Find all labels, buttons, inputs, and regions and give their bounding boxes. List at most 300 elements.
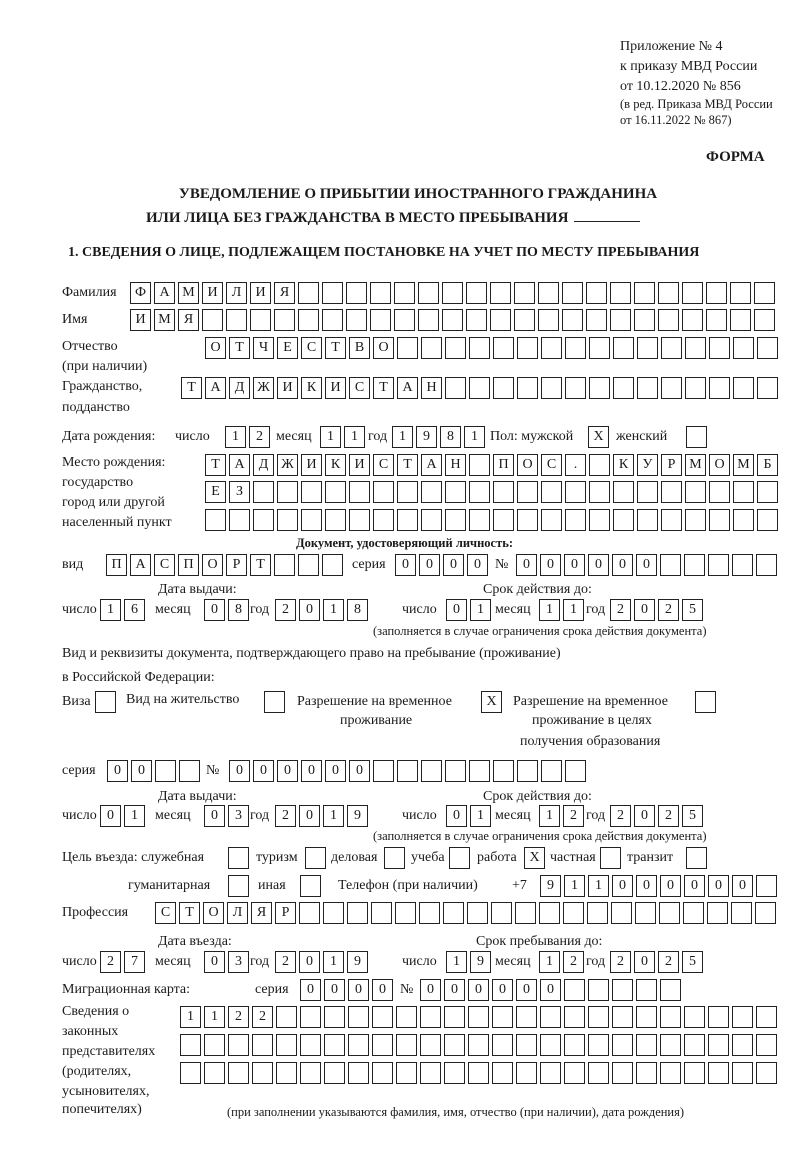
char-cell[interactable] <box>349 509 370 531</box>
char-cell[interactable]: 2 <box>249 426 270 448</box>
char-cell[interactable] <box>253 481 274 503</box>
char-cell[interactable] <box>252 1062 273 1084</box>
char-cell[interactable] <box>397 760 418 782</box>
char-cell[interactable] <box>396 1006 417 1028</box>
char-cell[interactable] <box>443 902 464 924</box>
char-cell[interactable]: С <box>373 454 394 476</box>
char-cell[interactable] <box>660 1006 681 1028</box>
char-cell[interactable] <box>516 1006 537 1028</box>
char-cell[interactable] <box>346 282 367 304</box>
char-cell[interactable]: М <box>685 454 706 476</box>
char-cell[interactable] <box>685 481 706 503</box>
char-cell[interactable]: В <box>349 337 370 359</box>
char-cell[interactable]: 0 <box>253 760 274 782</box>
char-cell[interactable] <box>636 1062 657 1084</box>
char-cell[interactable]: 1 <box>323 805 344 827</box>
char-cell[interactable] <box>300 1062 321 1084</box>
char-cell[interactable] <box>589 509 610 531</box>
char-cell[interactable]: Т <box>325 337 346 359</box>
char-cell[interactable]: 9 <box>416 426 437 448</box>
char-cell[interactable]: Е <box>277 337 298 359</box>
char-cell[interactable]: 0 <box>229 760 250 782</box>
char-cell[interactable]: А <box>205 377 226 399</box>
char-cell[interactable] <box>564 1062 585 1084</box>
char-cell[interactable] <box>612 1034 633 1056</box>
checkbox[interactable] <box>686 847 707 869</box>
char-cell[interactable] <box>396 1034 417 1056</box>
char-cell[interactable] <box>469 481 490 503</box>
char-cell[interactable]: 2 <box>658 599 679 621</box>
char-cell[interactable] <box>348 1006 369 1028</box>
char-cell[interactable]: А <box>229 454 250 476</box>
char-cell[interactable]: С <box>301 337 322 359</box>
char-cell[interactable]: О <box>205 337 226 359</box>
char-cell[interactable] <box>469 509 490 531</box>
char-cell[interactable] <box>274 309 295 331</box>
char-cell[interactable] <box>442 309 463 331</box>
char-cell[interactable]: О <box>709 454 730 476</box>
char-cell[interactable] <box>421 760 442 782</box>
char-cell[interactable] <box>660 1062 681 1084</box>
char-cell[interactable] <box>706 309 727 331</box>
char-cell[interactable] <box>541 481 562 503</box>
char-cell[interactable]: М <box>178 282 199 304</box>
char-cell[interactable] <box>538 309 559 331</box>
char-cell[interactable] <box>541 377 562 399</box>
char-cell[interactable] <box>322 282 343 304</box>
char-cell[interactable]: 0 <box>540 554 561 576</box>
char-cell[interactable]: 0 <box>420 979 441 1001</box>
char-cell[interactable] <box>348 1062 369 1084</box>
char-cell[interactable] <box>322 554 343 576</box>
char-cell[interactable] <box>755 902 776 924</box>
char-cell[interactable]: М <box>733 454 754 476</box>
char-cell[interactable] <box>298 309 319 331</box>
checkbox[interactable] <box>384 847 405 869</box>
char-cell[interactable] <box>637 337 658 359</box>
char-cell[interactable]: 2 <box>610 599 631 621</box>
char-cell[interactable]: И <box>277 377 298 399</box>
char-cell[interactable] <box>468 1034 489 1056</box>
char-cell[interactable] <box>323 902 344 924</box>
char-cell[interactable] <box>276 1034 297 1056</box>
char-cell[interactable] <box>347 902 368 924</box>
char-cell[interactable] <box>613 509 634 531</box>
char-cell[interactable]: 0 <box>204 599 225 621</box>
char-cell[interactable] <box>661 481 682 503</box>
char-cell[interactable] <box>732 554 753 576</box>
char-cell[interactable] <box>661 337 682 359</box>
char-cell[interactable] <box>635 902 656 924</box>
char-cell[interactable] <box>324 1062 345 1084</box>
char-cell[interactable]: 7 <box>124 951 145 973</box>
char-cell[interactable] <box>709 481 730 503</box>
char-cell[interactable]: П <box>106 554 127 576</box>
char-cell[interactable] <box>658 309 679 331</box>
char-cell[interactable] <box>586 309 607 331</box>
char-cell[interactable]: 9 <box>540 875 561 897</box>
char-cell[interactable]: 0 <box>395 554 416 576</box>
char-cell[interactable] <box>372 1062 393 1084</box>
char-cell[interactable] <box>706 282 727 304</box>
char-cell[interactable]: 1 <box>464 426 485 448</box>
char-cell[interactable] <box>298 554 319 576</box>
char-cell[interactable]: О <box>373 337 394 359</box>
char-cell[interactable]: 2 <box>275 805 296 827</box>
char-cell[interactable] <box>517 509 538 531</box>
char-cell[interactable] <box>563 902 584 924</box>
char-cell[interactable]: 2 <box>658 805 679 827</box>
char-cell[interactable] <box>517 377 538 399</box>
char-cell[interactable]: 1 <box>204 1006 225 1028</box>
char-cell[interactable] <box>685 509 706 531</box>
char-cell[interactable]: Б <box>757 454 778 476</box>
char-cell[interactable]: Ч <box>253 337 274 359</box>
char-cell[interactable] <box>371 902 392 924</box>
char-cell[interactable] <box>636 1006 657 1028</box>
char-cell[interactable] <box>421 481 442 503</box>
char-cell[interactable] <box>469 454 490 476</box>
char-cell[interactable] <box>155 760 176 782</box>
char-cell[interactable] <box>444 1006 465 1028</box>
char-cell[interactable] <box>301 509 322 531</box>
char-cell[interactable]: 1 <box>320 426 341 448</box>
char-cell[interactable] <box>346 309 367 331</box>
char-cell[interactable] <box>515 902 536 924</box>
char-cell[interactable]: И <box>202 282 223 304</box>
char-cell[interactable]: Ж <box>253 377 274 399</box>
char-cell[interactable] <box>324 1006 345 1028</box>
char-cell[interactable] <box>730 309 751 331</box>
char-cell[interactable]: 0 <box>300 979 321 1001</box>
char-cell[interactable] <box>420 1034 441 1056</box>
char-cell[interactable]: 1 <box>563 599 584 621</box>
char-cell[interactable] <box>562 309 583 331</box>
char-cell[interactable] <box>325 481 346 503</box>
char-cell[interactable] <box>683 902 704 924</box>
char-cell[interactable] <box>204 1034 225 1056</box>
char-cell[interactable] <box>564 1006 585 1028</box>
char-cell[interactable] <box>444 1062 465 1084</box>
char-cell[interactable]: Н <box>445 454 466 476</box>
char-cell[interactable]: 1 <box>470 805 491 827</box>
checkbox[interactable] <box>264 691 285 713</box>
char-cell[interactable] <box>514 309 535 331</box>
char-cell[interactable] <box>445 337 466 359</box>
char-cell[interactable] <box>754 309 775 331</box>
char-cell[interactable]: 2 <box>563 805 584 827</box>
char-cell[interactable] <box>637 377 658 399</box>
char-cell[interactable]: 1 <box>323 951 344 973</box>
char-cell[interactable] <box>685 337 706 359</box>
char-cell[interactable] <box>395 902 416 924</box>
char-cell[interactable] <box>565 481 586 503</box>
char-cell[interactable] <box>493 509 514 531</box>
char-cell[interactable] <box>514 282 535 304</box>
char-cell[interactable]: 9 <box>347 951 368 973</box>
char-cell[interactable]: М <box>154 309 175 331</box>
char-cell[interactable]: 6 <box>124 599 145 621</box>
char-cell[interactable]: Р <box>275 902 296 924</box>
char-cell[interactable] <box>586 282 607 304</box>
char-cell[interactable] <box>684 1034 705 1056</box>
char-cell[interactable] <box>397 337 418 359</box>
char-cell[interactable] <box>685 377 706 399</box>
char-cell[interactable]: 0 <box>325 760 346 782</box>
char-cell[interactable]: 1 <box>225 426 246 448</box>
char-cell[interactable]: 2 <box>228 1006 249 1028</box>
char-cell[interactable] <box>588 1006 609 1028</box>
char-cell[interactable]: 0 <box>612 875 633 897</box>
char-cell[interactable]: 1 <box>564 875 585 897</box>
char-cell[interactable] <box>517 760 538 782</box>
char-cell[interactable]: Ж <box>277 454 298 476</box>
char-cell[interactable] <box>589 337 610 359</box>
char-cell[interactable] <box>757 337 778 359</box>
char-cell[interactable]: А <box>130 554 151 576</box>
char-cell[interactable]: С <box>541 454 562 476</box>
char-cell[interactable]: 1 <box>470 599 491 621</box>
char-cell[interactable] <box>445 481 466 503</box>
checkbox[interactable]: X <box>588 426 609 448</box>
char-cell[interactable]: Т <box>373 377 394 399</box>
char-cell[interactable]: С <box>155 902 176 924</box>
char-cell[interactable] <box>228 1034 249 1056</box>
char-cell[interactable] <box>324 1034 345 1056</box>
char-cell[interactable]: 0 <box>634 599 655 621</box>
char-cell[interactable] <box>229 509 250 531</box>
char-cell[interactable] <box>634 309 655 331</box>
char-cell[interactable] <box>613 481 634 503</box>
char-cell[interactable]: 1 <box>539 805 560 827</box>
char-cell[interactable] <box>373 481 394 503</box>
char-cell[interactable]: 0 <box>588 554 609 576</box>
char-cell[interactable] <box>757 481 778 503</box>
char-cell[interactable]: 2 <box>275 951 296 973</box>
char-cell[interactable] <box>613 377 634 399</box>
char-cell[interactable]: З <box>229 481 250 503</box>
char-cell[interactable]: 0 <box>516 554 537 576</box>
char-cell[interactable]: А <box>421 454 442 476</box>
char-cell[interactable] <box>636 979 657 1001</box>
char-cell[interactable]: С <box>154 554 175 576</box>
char-cell[interactable] <box>659 902 680 924</box>
char-cell[interactable] <box>180 1034 201 1056</box>
char-cell[interactable]: Р <box>226 554 247 576</box>
char-cell[interactable]: 1 <box>539 599 560 621</box>
char-cell[interactable] <box>658 282 679 304</box>
char-cell[interactable] <box>204 1062 225 1084</box>
char-cell[interactable]: 0 <box>299 951 320 973</box>
char-cell[interactable] <box>492 1034 513 1056</box>
char-cell[interactable] <box>562 282 583 304</box>
char-cell[interactable]: 1 <box>344 426 365 448</box>
char-cell[interactable] <box>445 509 466 531</box>
char-cell[interactable] <box>373 509 394 531</box>
char-cell[interactable] <box>466 282 487 304</box>
char-cell[interactable] <box>754 282 775 304</box>
char-cell[interactable] <box>682 282 703 304</box>
checkbox[interactable] <box>228 847 249 869</box>
char-cell[interactable]: Т <box>181 377 202 399</box>
char-cell[interactable] <box>277 481 298 503</box>
char-cell[interactable] <box>610 309 631 331</box>
char-cell[interactable] <box>493 481 514 503</box>
char-cell[interactable]: 3 <box>228 805 249 827</box>
checkbox[interactable] <box>305 847 326 869</box>
char-cell[interactable] <box>466 309 487 331</box>
char-cell[interactable] <box>491 902 512 924</box>
char-cell[interactable] <box>733 337 754 359</box>
char-cell[interactable]: 1 <box>323 599 344 621</box>
char-cell[interactable]: 0 <box>612 554 633 576</box>
char-cell[interactable]: У <box>637 454 658 476</box>
char-cell[interactable]: 2 <box>658 951 679 973</box>
char-cell[interactable]: 0 <box>634 951 655 973</box>
char-cell[interactable]: Т <box>229 337 250 359</box>
char-cell[interactable]: И <box>301 454 322 476</box>
char-cell[interactable] <box>250 309 271 331</box>
char-cell[interactable]: Я <box>274 282 295 304</box>
char-cell[interactable] <box>490 309 511 331</box>
char-cell[interactable]: О <box>202 554 223 576</box>
char-cell[interactable] <box>709 337 730 359</box>
char-cell[interactable] <box>757 509 778 531</box>
char-cell[interactable] <box>420 1006 441 1028</box>
char-cell[interactable]: 5 <box>682 951 703 973</box>
char-cell[interactable]: 1 <box>588 875 609 897</box>
char-cell[interactable]: 2 <box>610 805 631 827</box>
char-cell[interactable]: 0 <box>277 760 298 782</box>
char-cell[interactable] <box>708 1034 729 1056</box>
char-cell[interactable] <box>421 509 442 531</box>
char-cell[interactable] <box>733 509 754 531</box>
char-cell[interactable] <box>708 1062 729 1084</box>
char-cell[interactable]: 2 <box>563 951 584 973</box>
char-cell[interactable]: К <box>325 454 346 476</box>
char-cell[interactable] <box>541 760 562 782</box>
char-cell[interactable] <box>756 1062 777 1084</box>
char-cell[interactable] <box>492 1006 513 1028</box>
char-cell[interactable]: С <box>349 377 370 399</box>
char-cell[interactable] <box>418 282 439 304</box>
char-cell[interactable]: 0 <box>634 805 655 827</box>
char-cell[interactable]: 0 <box>204 951 225 973</box>
char-cell[interactable] <box>612 1006 633 1028</box>
char-cell[interactable] <box>418 309 439 331</box>
char-cell[interactable] <box>493 337 514 359</box>
char-cell[interactable]: 0 <box>348 979 369 1001</box>
char-cell[interactable]: 0 <box>540 979 561 1001</box>
checkbox[interactable]: X <box>524 847 545 869</box>
char-cell[interactable] <box>661 377 682 399</box>
char-cell[interactable]: 0 <box>468 979 489 1001</box>
char-cell[interactable]: Ф <box>130 282 151 304</box>
char-cell[interactable] <box>276 1006 297 1028</box>
char-cell[interactable] <box>540 1006 561 1028</box>
char-cell[interactable] <box>660 554 681 576</box>
char-cell[interactable] <box>733 377 754 399</box>
char-cell[interactable]: 9 <box>347 805 368 827</box>
char-cell[interactable] <box>684 1062 705 1084</box>
char-cell[interactable] <box>637 509 658 531</box>
char-cell[interactable]: Т <box>397 454 418 476</box>
char-cell[interactable]: 0 <box>100 805 121 827</box>
char-cell[interactable] <box>469 760 490 782</box>
char-cell[interactable] <box>370 282 391 304</box>
char-cell[interactable] <box>707 902 728 924</box>
char-cell[interactable] <box>396 1062 417 1084</box>
char-cell[interactable] <box>298 282 319 304</box>
char-cell[interactable]: К <box>301 377 322 399</box>
char-cell[interactable]: 0 <box>660 875 681 897</box>
char-cell[interactable]: Л <box>227 902 248 924</box>
char-cell[interactable] <box>589 377 610 399</box>
char-cell[interactable] <box>228 1062 249 1084</box>
char-cell[interactable] <box>445 377 466 399</box>
char-cell[interactable]: 2 <box>275 599 296 621</box>
char-cell[interactable] <box>732 1034 753 1056</box>
char-cell[interactable] <box>756 1006 777 1028</box>
char-cell[interactable]: 2 <box>100 951 121 973</box>
char-cell[interactable]: 0 <box>419 554 440 576</box>
char-cell[interactable]: Р <box>661 454 682 476</box>
char-cell[interactable]: 0 <box>444 979 465 1001</box>
char-cell[interactable] <box>299 902 320 924</box>
char-cell[interactable]: 5 <box>682 805 703 827</box>
char-cell[interactable]: Т <box>205 454 226 476</box>
char-cell[interactable] <box>274 554 295 576</box>
char-cell[interactable] <box>541 509 562 531</box>
char-cell[interactable] <box>709 509 730 531</box>
char-cell[interactable] <box>589 454 610 476</box>
char-cell[interactable] <box>636 1034 657 1056</box>
char-cell[interactable]: 0 <box>732 875 753 897</box>
char-cell[interactable]: О <box>517 454 538 476</box>
char-cell[interactable] <box>252 1034 273 1056</box>
char-cell[interactable]: А <box>397 377 418 399</box>
char-cell[interactable] <box>300 1034 321 1056</box>
char-cell[interactable]: П <box>493 454 514 476</box>
char-cell[interactable] <box>684 1006 705 1028</box>
char-cell[interactable]: 0 <box>684 875 705 897</box>
char-cell[interactable] <box>370 309 391 331</box>
char-cell[interactable] <box>540 1034 561 1056</box>
char-cell[interactable] <box>420 1062 441 1084</box>
char-cell[interactable] <box>467 902 488 924</box>
char-cell[interactable] <box>709 377 730 399</box>
char-cell[interactable] <box>730 282 751 304</box>
char-cell[interactable] <box>397 509 418 531</box>
char-cell[interactable] <box>419 902 440 924</box>
char-cell[interactable] <box>564 979 585 1001</box>
char-cell[interactable] <box>349 481 370 503</box>
char-cell[interactable] <box>516 1034 537 1056</box>
char-cell[interactable]: 1 <box>100 599 121 621</box>
char-cell[interactable]: К <box>613 454 634 476</box>
char-cell[interactable]: Д <box>253 454 274 476</box>
char-cell[interactable]: 3 <box>228 951 249 973</box>
char-cell[interactable] <box>517 337 538 359</box>
char-cell[interactable] <box>682 309 703 331</box>
char-cell[interactable] <box>589 481 610 503</box>
char-cell[interactable]: 0 <box>107 760 128 782</box>
char-cell[interactable]: 0 <box>492 979 513 1001</box>
checkbox[interactable] <box>695 691 716 713</box>
char-cell[interactable]: 1 <box>392 426 413 448</box>
char-cell[interactable] <box>348 1034 369 1056</box>
char-cell[interactable] <box>540 1062 561 1084</box>
